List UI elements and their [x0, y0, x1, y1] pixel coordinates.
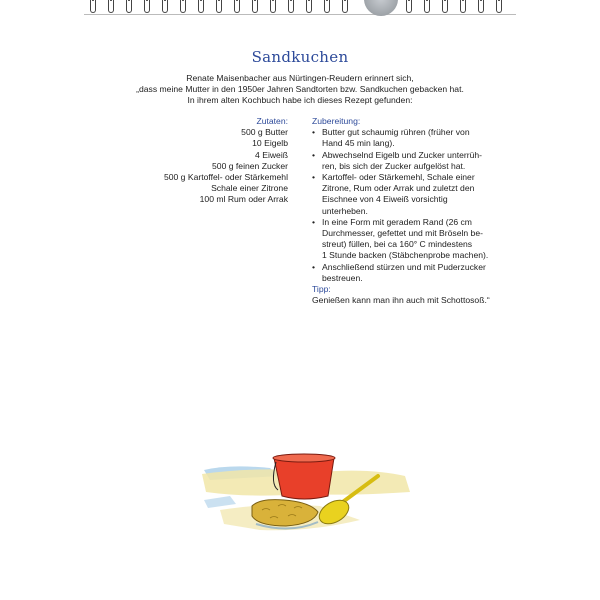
binding-coil	[324, 0, 330, 13]
binding-coil	[216, 0, 222, 13]
binding-rings-right	[406, 0, 514, 16]
binding-coil	[478, 0, 484, 13]
tip-text: Genießen kann man ihn auch mit Schottosoß.“	[312, 295, 490, 306]
binding-rings-left	[90, 0, 360, 16]
step-item	[312, 150, 490, 172]
binding-coil	[342, 0, 348, 13]
ingredients-column	[150, 116, 288, 206]
step-line: • Butter gut schaumig rühren (früher von	[322, 127, 470, 138]
recipe-intro	[100, 73, 500, 107]
step-line: Zitrone, Rum oder Arrak und zuletzt den	[322, 183, 475, 194]
binding-coil	[496, 0, 502, 13]
sand-bucket-shovel-cake-illustration	[200, 440, 430, 550]
ingredient-item: 500 g feinen Zucker	[212, 160, 288, 171]
bucket-icon	[274, 458, 334, 499]
binding-coil	[270, 0, 276, 13]
step-item	[312, 127, 490, 149]
binding-coil	[180, 0, 186, 13]
binding-coil	[406, 0, 412, 13]
preparation-steps	[312, 127, 490, 284]
preparation-column	[312, 116, 490, 284]
step-line: bestreuen.	[322, 272, 363, 283]
step-item	[312, 262, 490, 284]
step-line: Eischnee von 4 Eiweiß vorsichtig	[322, 194, 448, 205]
binding-coil	[252, 0, 258, 13]
binding-coil	[162, 0, 168, 13]
binding-coil	[460, 0, 466, 13]
binding-coil	[144, 0, 150, 13]
tip-section	[312, 284, 512, 306]
step-item	[312, 217, 490, 262]
step-line: Durchmesser, gefettet und mit Bröseln be-	[322, 228, 483, 239]
step-line: streut) füllen, bei ca 160° C mindestens	[322, 239, 473, 250]
binding-coil	[288, 0, 294, 13]
intro-line: „dass meine Mutter in den 1950er Jahren Sandtorten bzw. Sandkuchen gebacken hat.	[136, 84, 464, 95]
step-item	[312, 172, 490, 217]
binding-coil	[90, 0, 96, 13]
step-line: • Anschließend stürzen und mit Puderzucker	[322, 261, 486, 272]
ingredient-item: 4 Eiweiß	[255, 149, 288, 160]
ingredients-heading: Zutaten:	[256, 116, 288, 126]
binding-coil	[234, 0, 240, 13]
ingredient-item: 500 g Kartoffel- oder Stärkemehl	[163, 172, 288, 183]
ingredient-item: 500 g Butter	[241, 127, 288, 138]
recipe-title: Sandkuchen	[251, 48, 349, 66]
step-line: 1 Stunde backen (Stäbchenprobe machen).	[322, 250, 489, 261]
binding-coil	[198, 0, 204, 13]
step-line: • In eine Form mit geradem Rand (26 cm	[322, 216, 472, 227]
binding-coil	[306, 0, 312, 13]
ingredient-item: 10 Eigelb	[252, 138, 288, 149]
step-line: Hand 45 min lang).	[322, 138, 395, 149]
spiral-binding	[84, 0, 516, 18]
binding-coil	[126, 0, 132, 13]
binding-coil	[108, 0, 114, 13]
ingredient-item: 100 ml Rum oder Arrak	[199, 194, 288, 205]
preparation-heading: Zubereitung:	[312, 116, 361, 126]
intro-line: In ihrem alten Kochbuch habe ich dieses Rezept gefunden:	[187, 95, 413, 106]
step-line: ren, bis sich der Zucker aufgelöst hat.	[322, 160, 466, 171]
step-line: • Kartoffel- oder Stärkemehl, Schale einer	[322, 172, 475, 183]
intro-line: Renate Maisenbacher aus Nürtingen-Reudern erinnert sich,	[186, 73, 414, 83]
ingredient-item: Schale einer Zitrone	[211, 183, 288, 194]
binding-coil	[442, 0, 448, 13]
step-line: unterheben.	[322, 205, 368, 216]
step-line: • Abwechselnd Eigelb und Zucker unterrüh-	[322, 149, 483, 160]
tip-heading: Tipp:	[312, 284, 331, 294]
bucket-rim	[273, 454, 335, 462]
binding-coil	[424, 0, 430, 13]
water-wash-left	[204, 496, 236, 508]
